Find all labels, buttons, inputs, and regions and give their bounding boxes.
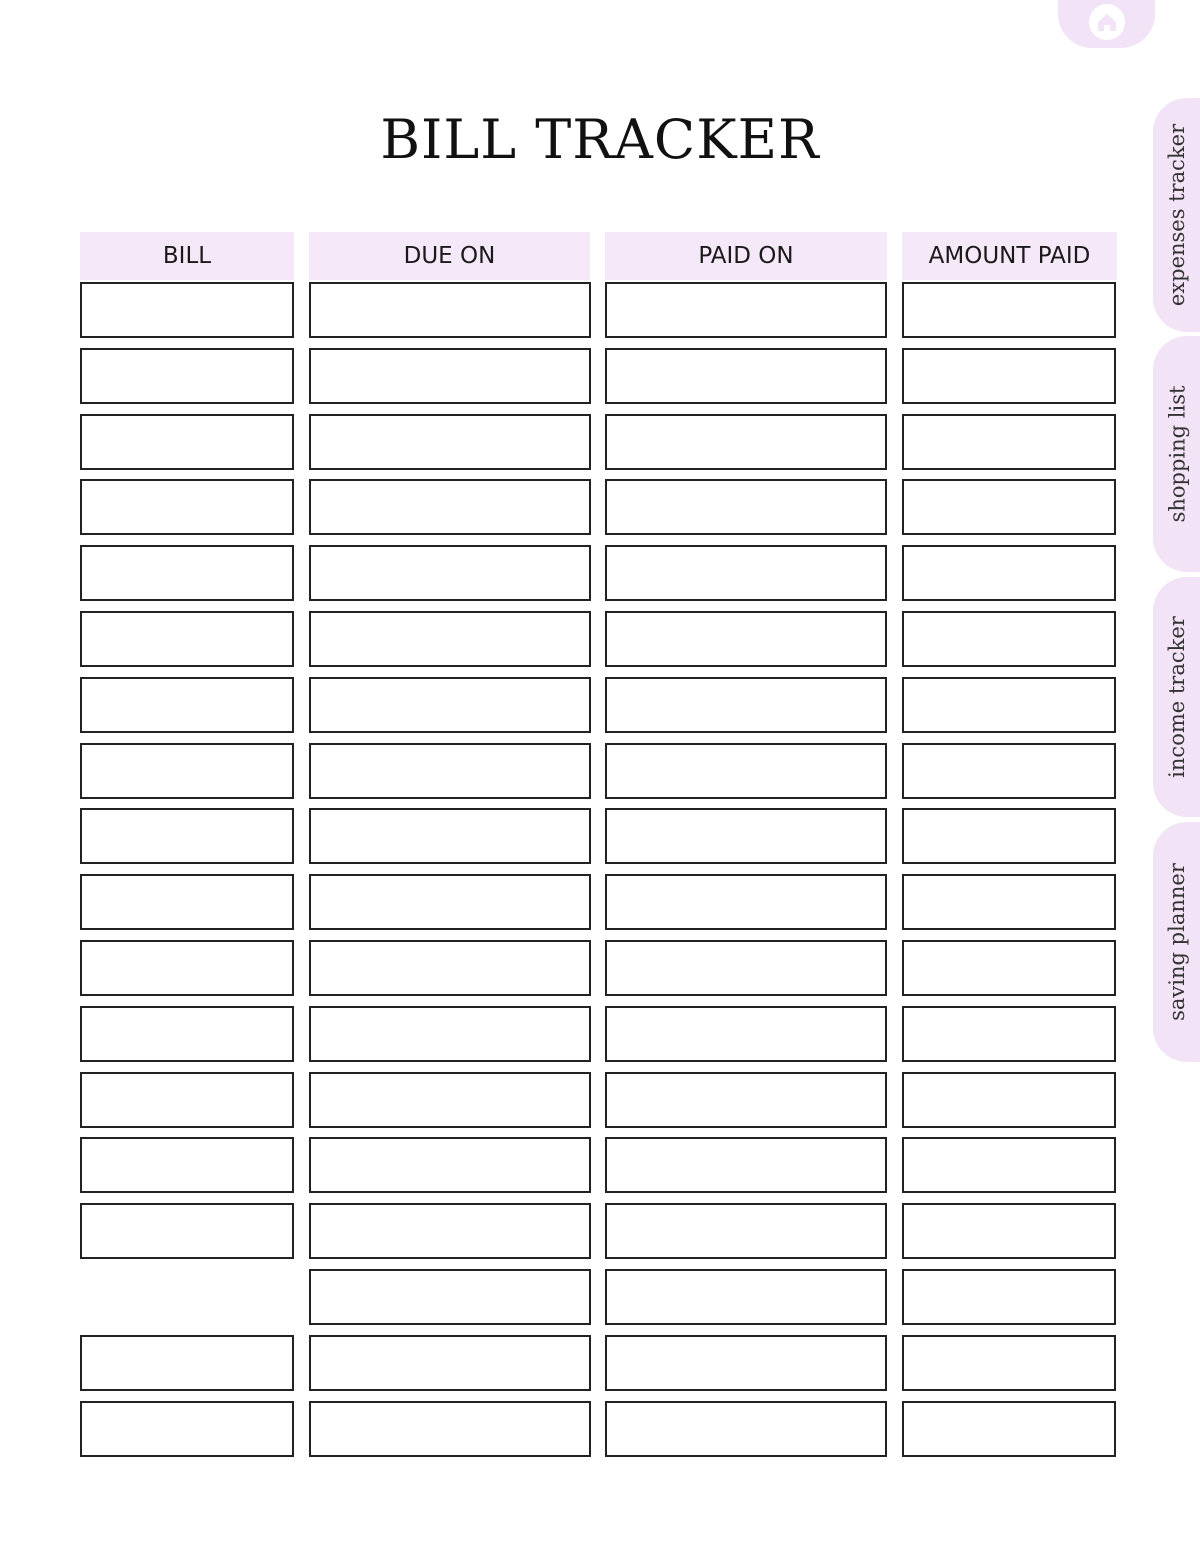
paid-on-field[interactable] (605, 1269, 887, 1325)
bill-field[interactable] (80, 1072, 294, 1128)
paid-on-field[interactable] (605, 1072, 887, 1128)
amount-paid-field[interactable] (902, 1137, 1116, 1193)
due-on-field[interactable] (309, 1401, 591, 1457)
amount-paid-field[interactable] (902, 545, 1116, 601)
tab-shopping-list[interactable] (1153, 336, 1200, 572)
bill-field[interactable] (80, 1203, 294, 1259)
due-on-field[interactable] (309, 1203, 591, 1259)
due-on-field[interactable] (309, 1006, 591, 1062)
paid-on-field[interactable] (605, 1203, 887, 1259)
paid-on-field[interactable] (605, 677, 887, 733)
amount-paid-field[interactable] (902, 1269, 1116, 1325)
amount-paid-field[interactable] (902, 348, 1116, 404)
due-on-field[interactable] (309, 545, 591, 601)
paid-on-field[interactable] (605, 743, 887, 799)
paid-on-field[interactable] (605, 282, 887, 338)
bill-field[interactable] (80, 348, 294, 404)
amount-paid-field[interactable] (902, 479, 1116, 535)
bill-field[interactable] (80, 414, 294, 470)
page-title: BILL TRACKER (380, 108, 820, 171)
bill-field[interactable] (80, 479, 294, 535)
amount-paid-field[interactable] (902, 414, 1116, 470)
paid-on-field[interactable] (605, 808, 887, 864)
due-on-field[interactable] (309, 348, 591, 404)
tab-label: income tracker (1165, 616, 1189, 778)
amount-paid-field[interactable] (902, 1203, 1116, 1259)
due-on-field[interactable] (309, 874, 591, 930)
bill-field[interactable] (80, 545, 294, 601)
due-on-field[interactable] (309, 1335, 591, 1391)
due-on-field[interactable] (309, 1072, 591, 1128)
paid-on-field[interactable] (605, 1006, 887, 1062)
amount-paid-field[interactable] (902, 1401, 1116, 1457)
bill-field[interactable] (80, 1401, 294, 1457)
due-on-field[interactable] (309, 940, 591, 996)
due-on-field[interactable] (309, 743, 591, 799)
bill-field[interactable] (80, 808, 294, 864)
bill-field[interactable] (80, 874, 294, 930)
paid-on-field[interactable] (605, 545, 887, 601)
due-on-field[interactable] (309, 808, 591, 864)
amount-paid-field[interactable] (902, 808, 1116, 864)
due-on-field[interactable] (309, 1137, 591, 1193)
amount-paid-field[interactable] (902, 874, 1116, 930)
bill-field[interactable] (80, 743, 294, 799)
bill-field[interactable] (80, 611, 294, 667)
tab-expenses-tracker[interactable] (1153, 98, 1200, 332)
tab-label: saving planner (1165, 863, 1189, 1021)
amount-paid-field[interactable] (902, 1072, 1116, 1128)
amount-paid-field[interactable] (902, 611, 1116, 667)
bill-field[interactable] (80, 282, 294, 338)
due-on-field[interactable] (309, 479, 591, 535)
due-on-field[interactable] (309, 1269, 591, 1325)
amount-paid-field[interactable] (902, 282, 1116, 338)
due-on-field[interactable] (309, 611, 591, 667)
paid-on-field[interactable] (605, 611, 887, 667)
due-on-field[interactable] (309, 414, 591, 470)
column-header-paid-on: PAID ON (605, 232, 887, 280)
amount-paid-field[interactable] (902, 940, 1116, 996)
column-header-bill: BILL (80, 232, 294, 280)
column-header-amount-paid: AMOUNT PAID (902, 232, 1117, 280)
amount-paid-field[interactable] (902, 1335, 1116, 1391)
column-header-due-on: DUE ON (309, 232, 590, 280)
bill-field[interactable] (80, 940, 294, 996)
home-tab[interactable] (1058, 0, 1155, 48)
amount-paid-field[interactable] (902, 677, 1116, 733)
paid-on-field[interactable] (605, 874, 887, 930)
home-icon (1087, 2, 1127, 42)
paid-on-field[interactable] (605, 1137, 887, 1193)
paid-on-field[interactable] (605, 414, 887, 470)
amount-paid-field[interactable] (902, 1006, 1116, 1062)
tab-income-tracker[interactable] (1153, 577, 1200, 817)
bill-field[interactable] (80, 1006, 294, 1062)
paid-on-field[interactable] (605, 1401, 887, 1457)
tab-saving-planner[interactable] (1153, 822, 1200, 1062)
paid-on-field[interactable] (605, 479, 887, 535)
paid-on-field[interactable] (605, 940, 887, 996)
amount-paid-field[interactable] (902, 743, 1116, 799)
tab-label: shopping list (1165, 385, 1189, 523)
paid-on-field[interactable] (605, 348, 887, 404)
tab-label: expenses tracker (1165, 123, 1189, 307)
due-on-field[interactable] (309, 282, 591, 338)
bill-field[interactable] (80, 1137, 294, 1193)
due-on-field[interactable] (309, 677, 591, 733)
bill-field[interactable] (80, 1335, 294, 1391)
paid-on-field[interactable] (605, 1335, 887, 1391)
bill-field[interactable] (80, 677, 294, 733)
